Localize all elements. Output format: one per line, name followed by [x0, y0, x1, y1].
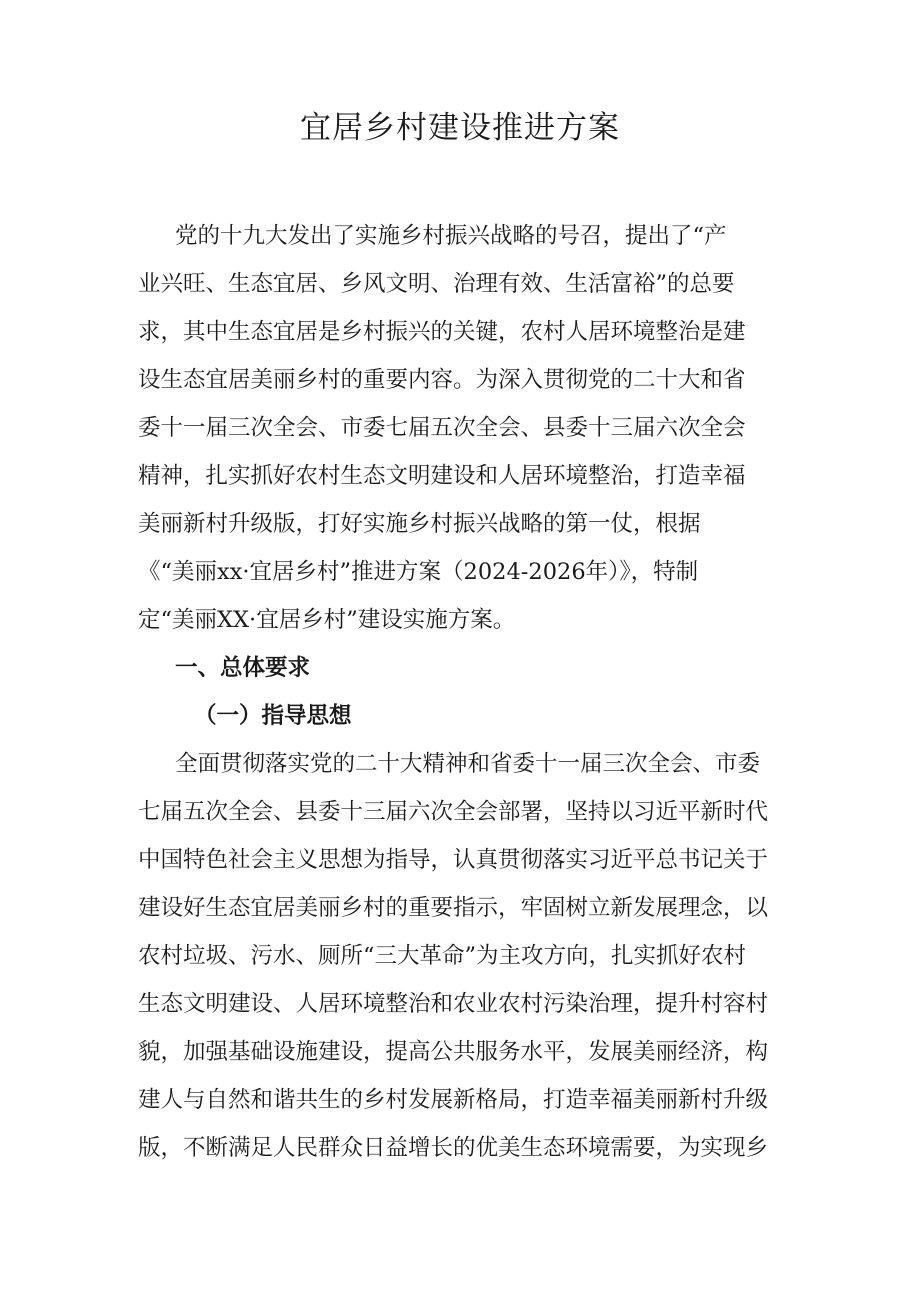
body-line: 建设好生态宜居美丽乡村的重要指示，牢固树立新发展理念，以	[138, 895, 769, 921]
subsection-heading: （一）指导思想	[194, 703, 352, 729]
intro-line: 党的十九大发出了实施乡村振兴战略的号召，提出了“产	[175, 223, 727, 249]
document-title: 宜居乡村建设推进方案	[300, 110, 620, 146]
body-line: 貌，加强基础设施建设，提高公共服务水平，发展美丽经济，构	[138, 1039, 769, 1065]
body-line: 建人与自然和谐共生的乡村发展新格局，打造幸福美丽新村升级	[138, 1087, 769, 1113]
intro-line: 求，其中生态宜居是乡村振兴的关键，农村人居环境整治是建	[138, 319, 746, 345]
body-line: 全面贯彻落实党的二十大精神和省委十一届三次全会、市委	[175, 751, 761, 777]
body-line: 七届五次全会、县委十三届六次全会部署，坚持以习近平新时代	[138, 799, 769, 825]
body-line: 生态文明建设、人居环境整治和农业农村污染治理，提升村容村	[138, 991, 769, 1017]
intro-line: 设生态宜居美丽乡村的重要内容。为深入贯彻党的二十大和省	[138, 367, 746, 393]
section-heading: 一、总体要求	[175, 655, 311, 681]
intro-line: 《“美丽xx·宜居乡村”推进方案（2024-2026年）》，特制	[138, 559, 699, 585]
body-line: 中国特色社会主义思想为指导，认真贯彻落实习近平总书记关于	[138, 847, 769, 873]
body-line: 农村垃圾、污水、厕所“三大革命”为主攻方向，扎实抓好农村	[138, 943, 747, 969]
intro-line: 业兴旺、生态宜居、乡风文明、治理有效、生活富裕”的总要	[138, 271, 735, 297]
intro-line: 精神，扎实抓好农村生态文明建设和人居环境整治，打造幸福	[138, 463, 746, 489]
intro-line: 委十一届三次全会、市委七届五次全会、县委十三届六次全会	[138, 415, 746, 441]
body-line: 版，不断满足人民群众日益增长的优美生态环境需要，为实现乡	[138, 1135, 769, 1161]
intro-line: 美丽新村升级版，打好实施乡村振兴战略的第一仗，根据	[138, 511, 701, 537]
intro-line: 定“美丽XX·宜居乡村”建设实施方案。	[138, 607, 516, 633]
